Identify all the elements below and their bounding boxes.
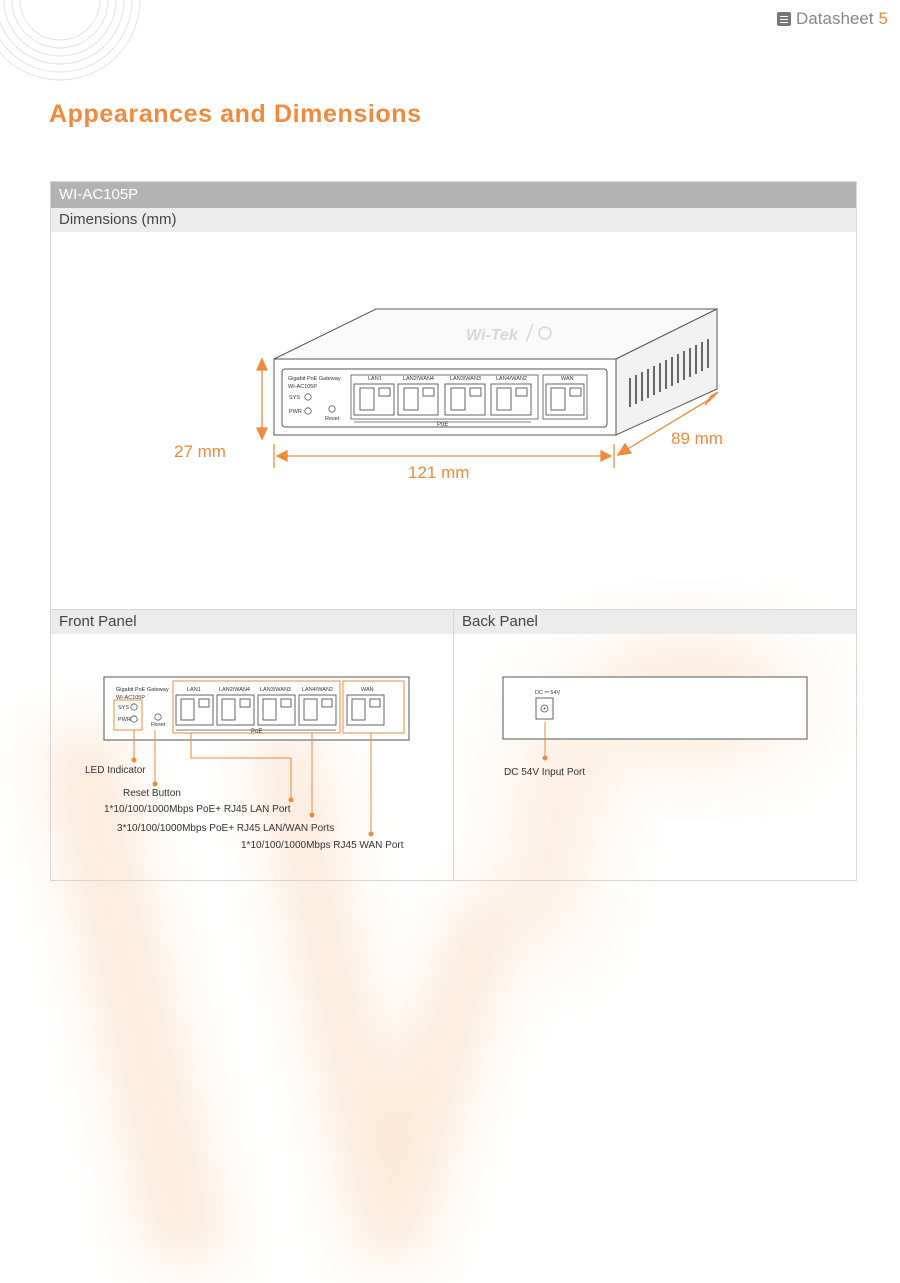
poe-label: PoE	[437, 422, 449, 428]
model-name: WI-AC105P	[51, 182, 856, 208]
device-label-line2: WI-AC105P	[288, 384, 318, 390]
pwr-label: PWR	[289, 409, 302, 415]
callout-wan-port: 1*10/100/1000Mbps RJ45 WAN Port	[241, 840, 404, 851]
width-label: 121 mm	[408, 463, 470, 482]
fp-port-label-lan1: LAN1	[187, 687, 201, 693]
brand-logo: Wi-Tek	[466, 327, 518, 344]
device-label-line1: Gigabit PoE Gateway	[288, 376, 341, 382]
sys-label: SYS	[289, 395, 301, 401]
page-header	[777, 9, 888, 29]
dc-label: DC ⎓ 54V	[535, 690, 561, 696]
fp-device-label-line2: WI-AC105P	[116, 695, 146, 701]
callout-reset-button: Reset Button	[123, 788, 181, 799]
fp-reset-label: Reset	[151, 722, 166, 728]
pwr-led	[305, 408, 311, 414]
port-label-lan3: LAN3/WAN3	[450, 376, 481, 382]
port-label-lan4: LAN4/WAN2	[496, 376, 527, 382]
front-panel	[51, 610, 454, 881]
front-panel-drawing	[51, 634, 453, 880]
doc-label: Datasheet	[796, 9, 874, 28]
rj45-ports	[354, 384, 584, 415]
fp-port-label-lan4: LAN4/WAN2	[302, 687, 333, 693]
port-label-lan1: LAN1	[368, 376, 382, 382]
back-panel-title: Back Panel	[454, 610, 856, 634]
fp-port-label-lan3: LAN3/WAN3	[260, 687, 291, 693]
dimensions-header: Dimensions (mm)	[51, 208, 856, 232]
callout-led-indicator: LED Indicator	[85, 765, 146, 776]
device-3d-drawing	[51, 232, 856, 609]
document-icon	[777, 12, 791, 26]
callout-lines	[132, 730, 373, 836]
depth-label: 89 mm	[671, 429, 723, 448]
section-title: Appearances and Dimensions	[49, 100, 422, 128]
fp-port-label-lan2: LAN2/WAN4	[219, 687, 250, 693]
spec-table	[50, 181, 857, 881]
panel-row	[51, 609, 856, 881]
sys-led	[305, 394, 311, 400]
fp-device-label-line1: Gigabit PoE Gateway	[116, 687, 169, 693]
callout-dc-input: DC 54V Input Port	[504, 767, 586, 778]
callout-lan-port: 1*10/100/1000Mbps PoE+ RJ45 LAN Port	[104, 804, 291, 815]
height-label: 27 mm	[174, 442, 226, 461]
front-panel-title: Front Panel	[51, 610, 453, 634]
port-label-lan2: LAN2/WAN4	[403, 376, 434, 382]
reset-label: Reset	[325, 416, 340, 422]
reset-hole	[329, 406, 335, 412]
fp-pwr-label: PWR	[118, 717, 131, 723]
fp-sys-label: SYS	[118, 705, 130, 711]
back-panel-drawing	[454, 634, 856, 880]
dimensions-diagram	[51, 232, 856, 609]
callout-lan-wan-ports: 3*10/100/1000Mbps PoE+ RJ45 LAN/WAN Ports	[117, 823, 335, 834]
height-dimension	[257, 359, 267, 439]
fp-poe-label: PoE	[251, 729, 263, 735]
fp-rj45-ports	[176, 695, 384, 725]
back-panel	[454, 610, 856, 881]
page-number: 5	[878, 9, 888, 28]
port-label-wan: WAN	[561, 376, 574, 382]
fp-port-label-wan: WAN	[361, 687, 374, 693]
